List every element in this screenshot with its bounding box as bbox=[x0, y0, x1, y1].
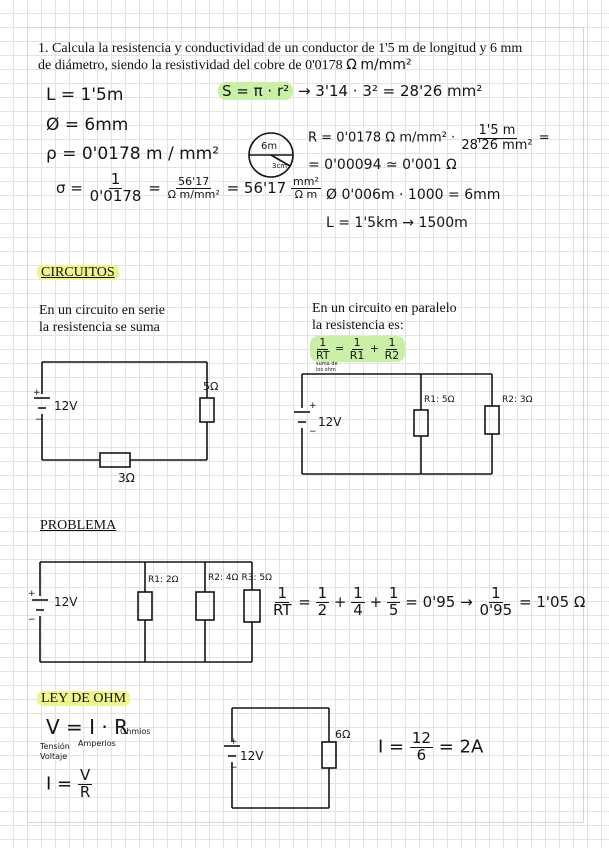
battery-minus: − bbox=[28, 615, 36, 625]
section-line bbox=[218, 82, 482, 100]
paralelo-den1: RT bbox=[316, 348, 330, 362]
sigma-unit-den: Ω m bbox=[294, 187, 318, 201]
problema-r2-label: R2: 4Ω bbox=[208, 573, 239, 583]
paralelo-r2-label: R2: 3Ω bbox=[502, 395, 533, 405]
ley-ohm-heading-text: LEY DE OHM bbox=[37, 691, 130, 706]
label-tension bbox=[40, 742, 70, 762]
problem-unit: m/mm² bbox=[360, 57, 412, 73]
given-length: L = 1'5m bbox=[46, 85, 124, 105]
circle-radius-label: 3cm bbox=[272, 162, 288, 170]
paralelo-frac-rt bbox=[314, 337, 332, 361]
circle-diameter-label: 6m bbox=[261, 141, 278, 152]
ohm-battery-label: 12V bbox=[240, 749, 264, 763]
battery-plus: + bbox=[230, 737, 238, 747]
battery-plus: + bbox=[309, 401, 317, 411]
problema-r3-label: R3: 5Ω bbox=[241, 573, 272, 583]
paralelo-r1-label: R1: 5Ω bbox=[424, 395, 455, 405]
i-formula bbox=[46, 768, 92, 801]
sigma-fraction1 bbox=[88, 172, 144, 205]
problem-number: 1. bbox=[38, 41, 49, 56]
ohm-calc-num: 12 bbox=[411, 729, 431, 747]
serie-circuit bbox=[33, 362, 219, 485]
label-ohmios: Ohmios bbox=[120, 727, 151, 736]
sigma-prefix: σ = bbox=[56, 178, 83, 197]
ohm-formula: V = I · R bbox=[46, 715, 129, 739]
problema-result: = 1'05 Ω bbox=[519, 592, 586, 611]
problema-resistor-r1 bbox=[138, 592, 152, 620]
paralelo-resistor-r1 bbox=[414, 410, 428, 436]
problema-num3: 1 bbox=[353, 584, 363, 602]
paralelo-battery-label: 12V bbox=[318, 415, 342, 429]
battery-plus: + bbox=[28, 589, 36, 599]
paralelo-frac-r1 bbox=[348, 337, 367, 361]
given-diameter: Ø = 6mm bbox=[46, 115, 129, 135]
given-resistivity: ρ = 0'0178 m / mm² bbox=[46, 144, 220, 164]
problem-statement bbox=[38, 40, 573, 74]
sigma-num: 1 bbox=[110, 170, 121, 188]
ohm-calc-result: = 2A bbox=[438, 736, 484, 758]
paralelo-note-line2: los ohm bbox=[316, 367, 336, 373]
r-calc-den: 28'26 mm² bbox=[461, 137, 533, 153]
r-calc-prefix: R = 0'0178 Ω m/mm² · bbox=[308, 130, 456, 146]
problema-den5: 0'95 bbox=[479, 600, 513, 619]
label-tension-text: Tensión bbox=[40, 742, 70, 751]
sigma-calc bbox=[56, 172, 321, 205]
problema-num2: 1 bbox=[317, 584, 328, 602]
problema-circuit bbox=[28, 562, 272, 662]
ohm-calc-den: 6 bbox=[416, 745, 427, 764]
ohm-calc-prefix: I = bbox=[378, 736, 405, 758]
serie-text bbox=[39, 302, 165, 336]
i-formula-fraction bbox=[78, 768, 92, 801]
serie-r1-label: 5Ω bbox=[203, 380, 219, 393]
conv-length: L = 1'5km → 1500m bbox=[326, 215, 468, 231]
sigma-den2: Ω m/mm² bbox=[167, 187, 220, 201]
i-formula-den: R bbox=[79, 782, 91, 801]
paralelo-num2: 1 bbox=[353, 336, 361, 349]
problema-equation: $\frac{1}{RT}$ = $\frac{1}{2}$ + $\frac{1}{4}$ + $\frac{1}{5}$ = 0'95 → $\frac{1}{0'95}$ = 1'05 Ω bbox=[273, 584, 586, 619]
problema-den4: 5 bbox=[388, 600, 399, 619]
section-result: → 3'14 · 3² = 28'26 mm² bbox=[297, 82, 483, 100]
problema-den1: RT bbox=[273, 600, 292, 619]
problema-heading: PROBLEMA bbox=[40, 518, 117, 533]
problema-num5: 1 bbox=[491, 584, 501, 602]
ohm-circuit bbox=[230, 708, 351, 810]
problema-battery-label: 12V bbox=[54, 595, 78, 609]
ohm-resistor bbox=[322, 742, 336, 768]
problema-den3: 4 bbox=[353, 600, 363, 619]
conv-diameter: Ø 0'006m · 1000 = 6mm bbox=[326, 187, 501, 203]
paralelo-line2: la resistencia es: bbox=[312, 318, 404, 333]
serie-resistor-bottom bbox=[100, 453, 130, 467]
problema-frac-5 bbox=[387, 586, 401, 619]
paralelo-formula-highlight: $\frac{1}{RT}$ = $\frac{1}{R1}$ + $\frac{1}{R2}$ bbox=[310, 336, 405, 362]
paralelo-line1: En un circuito en paralelo bbox=[312, 301, 457, 316]
problema-frac-4 bbox=[351, 586, 365, 619]
paralelo-formula bbox=[310, 336, 405, 362]
ley-ohm-heading bbox=[37, 691, 130, 707]
sigma-den: 0'0178 bbox=[89, 186, 142, 205]
paralelo-den3: R2 bbox=[384, 348, 400, 362]
problema-resistor-r3 bbox=[244, 590, 260, 622]
problema-mid: = 0'95 → bbox=[405, 592, 473, 611]
sigma-unit-num: mm² bbox=[292, 175, 319, 189]
paralelo-den2: R1 bbox=[349, 348, 365, 362]
battery-plus: + bbox=[33, 388, 41, 398]
problema-frac-095 bbox=[477, 586, 514, 619]
serie-resistor-right bbox=[200, 398, 214, 422]
r-calc bbox=[308, 124, 550, 152]
ohm-calc bbox=[378, 731, 483, 764]
problema-resistor-r2 bbox=[196, 592, 214, 620]
ohm-symbol: Ω bbox=[346, 57, 357, 73]
problema-frac-rt bbox=[271, 586, 294, 619]
paralelo-frac-r2 bbox=[383, 337, 402, 361]
serie-r2-label: 3Ω bbox=[118, 471, 135, 485]
serie-line2: la resistencia se suma bbox=[39, 320, 160, 335]
ohm-calc-fraction bbox=[410, 731, 433, 764]
r-calc-fraction bbox=[459, 124, 534, 152]
r-result: = 0'00094 ≃ 0'001 Ω bbox=[308, 157, 457, 173]
sigma-num2: 56'17 bbox=[178, 175, 210, 189]
r-calc-num: 1'5 m bbox=[478, 123, 516, 138]
section-formula: S = π · r² bbox=[218, 82, 293, 100]
problema-den2: 2 bbox=[317, 600, 328, 619]
serie-battery-label: 12V bbox=[54, 399, 78, 413]
sigma-eq: = bbox=[148, 178, 161, 197]
problem-text-line2: de diámetro, siendo la resistividad del cobre de 0'0178 bbox=[38, 58, 343, 73]
i-formula-prefix: I = bbox=[46, 773, 73, 795]
sigma-result: = 56'17 bbox=[226, 178, 287, 197]
label-amperios: Amperios bbox=[78, 739, 116, 748]
paralelo-num3: 1 bbox=[388, 336, 396, 349]
paralelo-circuit bbox=[302, 374, 533, 474]
paralelo-note bbox=[316, 361, 338, 373]
label-voltaje-text: Voltaje bbox=[40, 752, 68, 761]
battery-minus: − bbox=[309, 427, 317, 437]
problema-r1-label: R1: 2Ω bbox=[148, 575, 179, 585]
battery-minus: − bbox=[35, 415, 43, 425]
problema-num4: 1 bbox=[388, 584, 399, 602]
paralelo-text bbox=[312, 300, 457, 334]
serie-line1: En un circuito en serie bbox=[39, 303, 165, 318]
i-formula-num: V bbox=[79, 766, 91, 784]
problema-num1: 1 bbox=[277, 584, 288, 602]
paralelo-num1: 1 bbox=[319, 336, 327, 349]
problema-frac-2 bbox=[316, 586, 330, 619]
paralelo-resistor-r2 bbox=[485, 406, 499, 434]
ohm-resistor-label: 6Ω bbox=[335, 728, 351, 741]
sigma-unit-fraction bbox=[291, 176, 321, 200]
circuitos-heading bbox=[37, 265, 119, 281]
circuitos-heading-text: CIRCUITOS bbox=[37, 265, 119, 280]
r-calc-suffix: = bbox=[538, 130, 550, 146]
battery-minus: − bbox=[230, 763, 238, 773]
sigma-fraction2 bbox=[166, 176, 222, 200]
paralelo-note-line1: suma de bbox=[316, 361, 338, 367]
problem-text-line1: Calcula la resistencia y conductividad de un conductor de 1'5 m de longitud y 6 mm bbox=[52, 41, 523, 56]
